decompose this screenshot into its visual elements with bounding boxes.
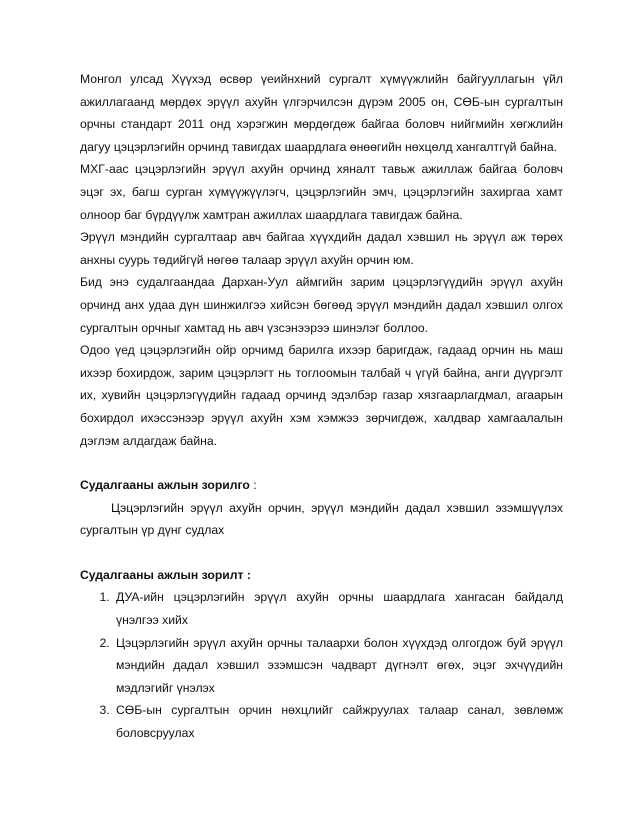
goal-text: Цэцэрлэгийн эрүүл ахуйн орчин, эрүүл мэндийн дадал хэвшил эзэмшүүлэх сургалтын үр дүнг судлах — [80, 500, 563, 538]
goal-heading-suffix: : — [249, 478, 257, 493]
intro-paragraph: Одоо үед цэцэрлэгийн ойр орчимд барилга ихээр баригдаж, гадаад орчин нь маш ихээр бохирдож, зарим цэцэрлэгт нь тоглоомын талбай ч үгүй байна, анги дүүргэлт их, хувийн цэцэрлэгүүдийн гадаад орчинд эдэлбэр газар хязгаарлагдмал, агаарын бохирдол ихэссэнээр эрүүл ахуйн хэм хэмжээ зөрчигдөж, халдвар хамгаалалын дэглэм алдагдаж байна. — [80, 343, 563, 448]
goal-heading-line — [80, 474, 563, 497]
goal-heading: Судалгааны ажлын зорилго — [80, 478, 250, 493]
paragraph-spacer — [80, 452, 563, 474]
intro-paragraph: Бид энэ судалгаандаа Дархан-Уул аймгийн зарим цэцэрлэгүүдийн эрүүл ахуйн орчинд анх удаа дүн шинжилгээ хийсэн бөгөөд эрүүл мэндийн дадал хэвшил олгох сургалтын орчныг хамтад нь авч үзсэнээрээ шинэлэг боллоо. — [80, 275, 563, 335]
objectives-heading-line — [80, 564, 563, 587]
document-body — [80, 68, 563, 745]
intro-paragraph: МХГ-аас цэцэрлэгийн эрүүл ахуйн орчинд хяналт тавьж ажиллаж байгаа боловч эцэг эх, багш сурган хүмүүжүүлэгч, цэцэрлэгийн эмч, цэцэрлэгийн захиргаа хамт олноор баг бүрдүүлж хамтран ажиллах шаардлага тавигдаж байна. — [80, 162, 563, 222]
objectives-list — [80, 586, 563, 744]
paragraph-spacer — [80, 542, 563, 564]
objectives-heading: Судалгааны ажлын зорилт : — [80, 567, 251, 582]
intro-paragraph: Эрүүл мэндийн сургалтаар авч байгаа хүүхдийн дадал хэвшил нь эрүүл аж төрөх анхны суурь төдийгүй нөгөө талаар эрүүл ахуйн орчин юм. — [80, 230, 563, 267]
objective-item: 2. Цэцэрлэгийн эрүүл ахуйн орчны талаархи болон хүүхдэд олгогдож буй эрүүл мэндийн дадал хэвшил эзэмшсэн чадварт дүгнэлт өгөх, эцэг эхчүүдийн мэдлэгийг үнэлэх — [113, 632, 563, 700]
objective-item: 1. ДУА-ийн цэцэрлэгийн эрүүл ахуйн орчны шаардлага хангасан байдалд үнэлгээ хийх — [113, 586, 563, 631]
objective-item: 3. СӨБ-ын сургалтын орчин нөхцлийг сайжруулах талаар санал, зөвлөмж боловсруулах — [113, 699, 563, 744]
intro-paragraph: Монгол улсад Хүүхэд өсвөр үеийнхний сургалт хүмүүжлийн байгууллагын үйл ажиллагаанд мөрдөх эрүүл ахуйн үлгэрчилсэн дүрэм 2005 он, СӨБ-ын сургалтын орчны стандарт 2011 онд хэрэгжин мөрдөгдөж байгаа боловч нийгмийн хөгжлийн дагуу цэцэрлэгийн орчинд тавигдах шаардлага өнөөгийн нөхцөлд хангалтгүй байна. — [80, 72, 563, 154]
